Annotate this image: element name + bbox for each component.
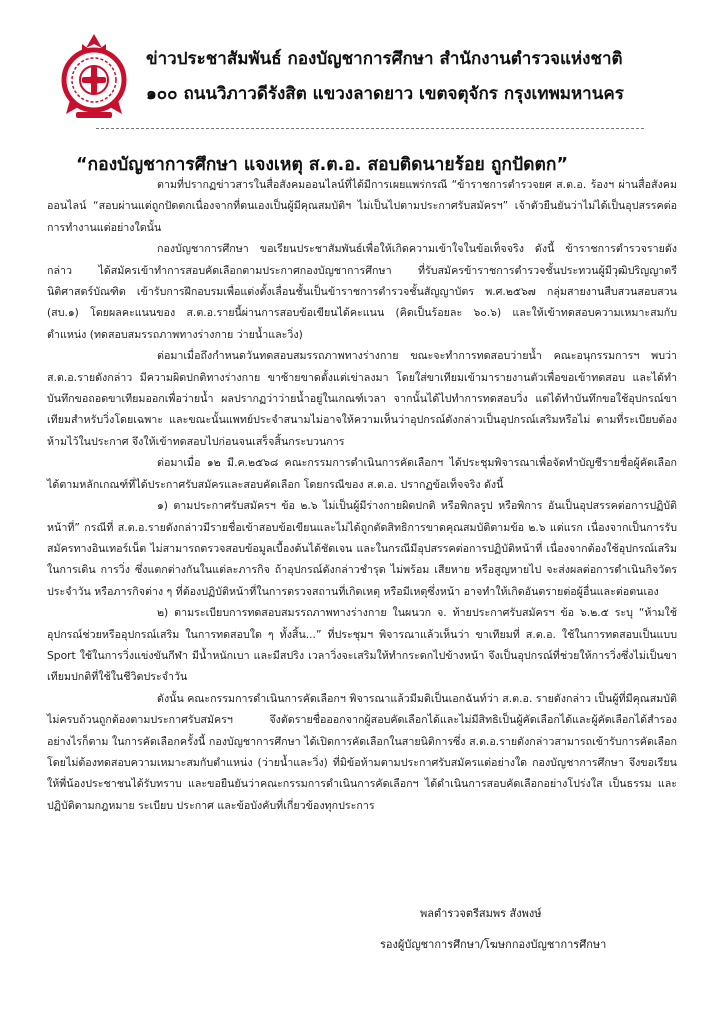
- paragraph-point-2: ๒) ตามระเบียบการทดสอบสมรรถภาพทางร่างกาย ในผนวก จ. ท้ายประกาศรับสมัครฯ ข้อ ๖.๒.๕ ระบุ “ห้ามใช้อุปกรณ์ช่วยหรืออุปกรณ์เสริม ในการทดสอบใด ๆ ทั้งสิ้น...” ที่ประชุมฯ พิจารณาแล้วเห็นว่า ขาเทียมที่ ส.ต.อ. ใช้ในการทดสอบเป็นแบบ Sport ใช้ในการวิ่งแข่งขันกีฬา มีน้ำหนักเบา และมีสปริง เวลาวิ่งจะเสริมให้ทำกระดกไปข้างหน้า จึงเป็นอุปกรณ์ที่ช่วยให้การวิ่งซึ่งไม่เป็นขาเทียมปกติที่ใช้ในชีวิตประจำวัน: [47, 606, 677, 684]
- paragraph-clarification: กองบัญชาการศึกษา ขอเรียนประชาสัมพันธ์เพื่อให้เกิดความเข้าใจในข้อเท็จจริง ดังนี้ ข้าราชการตำรวจรายดังกล่าว ได้สมัครเข้าทำการสอบคัดเลือกตามประกาศกองบัญชาการศึกษา ที่รับสมัครข้าราชการตำรวจชั้นประทวนผู้มีวุฒิปริญญาตรีนิติศาสตร์บัณฑิต เข้ารับการฝึกอบรมเพื่อแต่งตั้งเลื่อนชั้นเป็นข้าราชการตำรวจชั้นสัญญาบัตร พ.ศ.๒๕๖๗ กลุ่มสายงานสืบสวนสอบสวน (สบ.๑) โดยผลคะแนนของ ส.ต.อ.รายนี้ผ่านการสอบข้อเขียนได้คะแนน (คิดเป็นร้อยละ ๖๐.๖) และให้เข้าทดสอบความเหมาะสมกับตำแหน่ง (ทดสอบสมรรถภาพทางร่างกาย ว่ายน้ำและวิ่ง): [47, 242, 677, 341]
- paragraph-committee-meeting: ต่อมาเมื่อ ๑๒ มี.ค.๒๕๖๘ คณะกรรมการดำเนินการคัดเลือกฯ ได้ประชุมพิจารณาเพื่อจัดทำบัญชีรายชื่อผู้คัดเลือกได้ตามหลักเกณฑ์ที่ได้ประกาศรับสมัครและสอบคัดเลือก โดยกรณีของ ส.ต.อ. ปรากฏข้อเท็จจริง ดังนี้: [47, 456, 677, 491]
- signatory-name: พลตำรวจตรีสมพร สังพงษ์: [420, 907, 542, 920]
- paragraph-intro: ตามที่ปรากฏข่าวสารในสื่อสังคมออนไลน์ที่ได้มีการเผยแพร่กรณี “ข้าราชการตำรวจยศ ส.ต.อ. ร้องฯ ผ่านสื่อสังคมออนไลน์ “สอบผ่านแต่ถูกปัดตกเนื่องจากที่ตนเองเป็นผู้มีคุณสมบัติฯ ไม่เป็นไปตามประกาศรับสมัครฯ” เจ้าตัวยืนยันว่าไม่ได้เป็นอุปสรรคต่อการทำงานแต่อย่างใดนั้น: [47, 178, 677, 234]
- paragraph-point-1: ๑) ตามประกาศรับสมัครฯ ข้อ ๒.๖ ไม่เป็นผู้มีร่างกายผิดปกติ หรือพิกลรูป หรือพิการ อันเป็นอุปสรรคต่อการปฏิบัติหน้าที่” กรณีที่ ส.ต.อ.รายดังกล่าวมีรายชื่อเข้าสอบข้อเขียนและไม่ได้ถูกตัดสิทธิการขาดคุณสมบัติตามข้อ ๒.๖ แต่แรก เนื่องจากเป็นการรับสมัครทางอินเทอร์เน็ต ไม่สามารถตรวจสอบข้อมูลเบื้องต้นได้ชัดเจน และในกรณีมีอุปสรรคต่อการปฏิบัติหน้าที่ เนื่องจากต้องใช้อุปกรณ์เสริมในการเดิน การวิ่ง ซึ่งแตกต่างกันในแต่ละภารกิจ ถ้าอุปกรณ์ดังกล่าวชำรุด ไม่พร้อม เสียหาย หรือสูญหายไป จะส่งผลต่อการดำเนินกิจวัตรประจำวัน หรือภารกิจต่าง ๆ ที่ต้องปฏิบัติหน้าที่ในการตรวจสถานที่เกิดเหตุ หรือมีเหตุซึ่งหน้า อาจทำให้เกิดอันตรายต่อผู้อื่นและต่อตนเอง: [47, 499, 677, 598]
- letterhead-title: ข่าวประชาสัมพันธ์ กองบัญชาการศึกษา สำนักงานตำรวจแห่งชาติ: [146, 49, 623, 69]
- paragraph-conclusion: ดังนั้น คณะกรรมการดำเนินการคัดเลือกฯ พิจารณาแล้วมีมติเป็นเอกฉันท์ว่า ส.ต.อ. รายดังกล่าว เป็นผู้ที่มีคุณสมบัติไม่ครบถ้วนถูกต้องตามประกาศรับสมัครฯ จึงตัดรายชื่อออกจากผู้สอบคัดเลือกได้และไม่มีสิทธิเป็นผู้คัดเลือกได้และผู้คัดเลือกได้สำรอง อย่างไรก็ตาม ในการคัดเลือกครั้งนี้ กองบัญชาการศึกษา ได้เปิดการคัดเลือกในสายนิติการซึ่ง ส.ต.อ.รายดังกล่าวสามารถเข้ารับการคัดเลือกโดยไม่ต้องทดสอบความเหมาะสมกับตำแหน่ง (ว่ายน้ำและวิ่ง) ที่มิข้อห้ามตามประกาศรับสมัครแต่อย่างใด กองบัญชาการศึกษา จึงขอเรียนให้พี่น้องประชาชนได้รับทราบ และขอยืนยันว่าคณะกรรมการดำเนินการคัดเลือกฯ ได้ดำเนินการสอบคัดเลือกอย่างโปร่งใส เป็นธรรม และปฏิบัติตามกฎหมาย ระเบียบ ประกาศ และข้อบังคับที่เกี่ยวข้องทุกประการ: [47, 691, 677, 812]
- signatory-role: รองผู้บัญชาการศึกษา/โฆษกกองบัญชาการศึกษา: [380, 938, 607, 951]
- header-divider: [96, 128, 644, 129]
- document-body: [47, 174, 677, 816]
- letterhead-address: ๑๐๐ ถนนวิภาวดีรังสิต แขวงลาดยาว เขตจตุจักร กรุงเทพมหานคร: [146, 84, 624, 104]
- document-title: “กองบัญชาการศึกษา แจงเหตุ ส.ต.อ. สอบติดนายร้อย ถูกปัดตก”: [76, 155, 568, 175]
- paragraph-fitness-test: ต่อมาเมื่อถึงกำหนดวันทดสอบสมรรถภาพทางร่างกาย ขณะจะทำการทดสอบว่ายน้ำ คณะอนุกรรมการฯ พบว่า ส.ต.อ.รายดังกล่าว มีความผิดปกติทางร่างกาย ขาซ้ายขาดตั้งแต่เข่าลงมา โดยใส่ขาเทียมเข้ามารายงานตัวเพื่อขอเข้าทดสอบ และได้ทำบันทึกขอถอดขาเทียมออกเพื่อว่ายน้ำ ผลปรากฏว่าว่ายน้ำอยู่ในเกณฑ์เวลา จากนั้นได้ไปทำการทดสอบวิ่ง แต่ได้ทำบันทึกขอใช้อุปกรณ์ขาเทียมสำหรับวิ่งโดยเฉพาะ และขณะนั้นแพทย์ประจำสนามไม่อาจให้ความเห็นว่าอุปกรณ์ดังกล่าวเป็นอุปกรณ์เสริมหรือไม่ ตามที่ระเบียบต้องห้ามไว้ในประกาศ จึงให้เข้าทดสอบไปก่อนจนเสร็จสิ้นกระบวนการ: [47, 349, 677, 448]
- police-seal-icon: [52, 30, 136, 122]
